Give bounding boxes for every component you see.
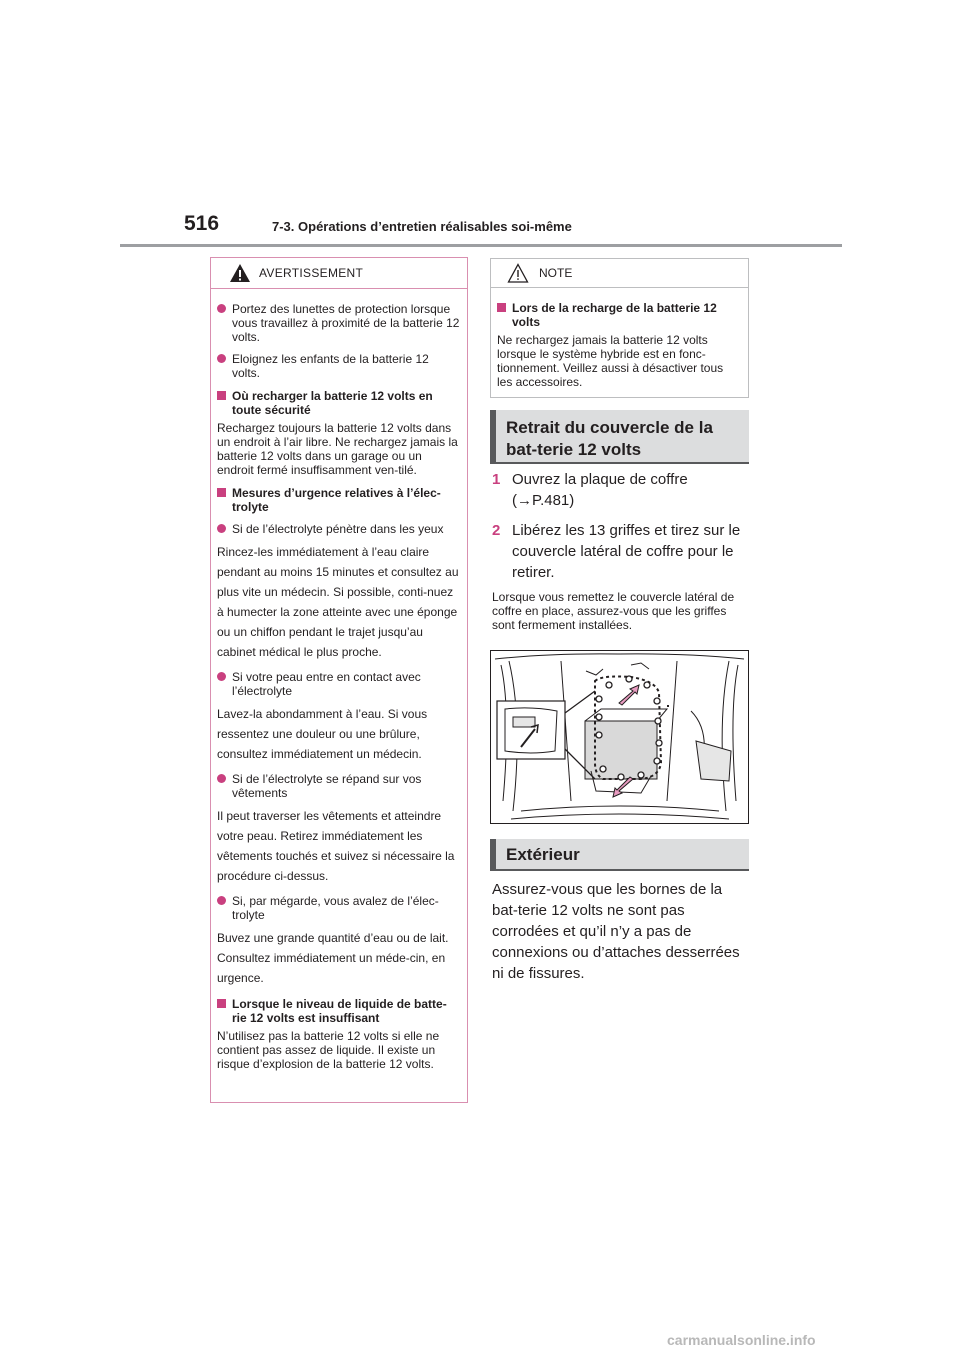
square-bullet-icon <box>217 488 226 497</box>
step-text: Libérez les 13 griffes et tirez sur le couvercle latéral de coffre pour le retirer. <box>512 522 741 581</box>
warning-body <box>211 289 467 1071</box>
paragraph: Rechargez toujours la batterie 12 volts dans un endroit à l’air libre. Ne rechargez jamais la batterie 12 volts dans un garage ou un endroit fermé insuffisamment ven-tilé. <box>217 421 458 477</box>
bullet-text: Eloignez les enfants de la batterie 12 volts. <box>232 352 429 380</box>
bullet-text: Si votre peau entre en contact avec l’électrolyte <box>232 670 421 698</box>
bullet-text: Portez des lunettes de protection lorsque vous travaillez à proximité de la batterie 12 volts. <box>232 302 460 344</box>
note-header <box>491 259 748 288</box>
trunk-illustration-svg <box>491 651 748 823</box>
bullet-dot-icon <box>217 672 226 681</box>
warning-subheading <box>217 389 460 417</box>
trunk-battery-cover-illustration <box>490 650 749 824</box>
warning-header <box>211 258 467 289</box>
warning-box <box>210 257 468 1103</box>
bullet-dot-icon <box>217 896 226 905</box>
page-number: 516 <box>184 212 220 235</box>
step-number: 1 <box>492 471 501 488</box>
warning-bullet <box>217 522 460 536</box>
bullet-dot-icon <box>217 774 226 783</box>
section-heading-battery-cover <box>490 410 749 464</box>
paragraph: Lavez-la abondamment à l’eau. Si vous ressentez une douleur ou une brûlure, consultez immédiatement un médecin. <box>217 707 428 761</box>
watermark: carmanualsonline.info <box>667 1332 816 1348</box>
section-heading-exterior <box>490 839 749 871</box>
paragraph: Ne rechargez jamais la batterie 12 volts lorsque le système hybride est en fonc-tionnement. Veillez aussi à désactiver tous les accessoires. <box>497 333 724 389</box>
square-bullet-icon <box>217 391 226 400</box>
exterior-paragraph: Assurez-vous que les bornes de la bat-terie 12 volts ne sont pas corrodées et qu’il n’y a pas de connexions ou d’attaches desserrées ni de fissures. <box>492 881 740 982</box>
paragraph: N’utilisez pas la batterie 12 volts si elle ne contient pas assez de liquide. Il existe un risque d’explosion de la batterie 12 volts. <box>217 1029 440 1071</box>
caution-triangle-icon <box>507 263 529 283</box>
warning-subheading <box>217 486 460 514</box>
step-1 <box>492 469 742 511</box>
warning-bullet <box>217 772 460 800</box>
note-subheading <box>497 301 741 329</box>
subheading-text: Mesures d’urgence relatives à l’élec-trolyte <box>232 486 441 514</box>
warning-title: AVERTISSEMENT <box>259 266 364 280</box>
warning-bullet <box>217 894 460 922</box>
warning-bullet <box>217 352 460 380</box>
heading-text: Retrait du couvercle de la bat-terie 12 volts <box>506 418 713 459</box>
paragraph: Rincez-les immédiatement à l’eau claire pendant au moins 15 minutes et consultez au plus vite un médecin. Si possible, conti-nuez à humecter la zone atteinte avec une éponge ou un chiffon pendant le trajet jusqu’au cabinet médical le plus proche. <box>217 545 459 659</box>
step-note: Lorsque vous remettez le couvercle latéral de coffre en place, assurez-vous que les griffes sont fermement installées. <box>492 590 735 632</box>
subheading-text: Lorsque le niveau de liquide de batte-rie 12 volts est insuffisant <box>232 997 447 1025</box>
subheading-text: Où recharger la batterie 12 volts en toute sécurité <box>232 389 433 417</box>
step-number: 2 <box>492 522 501 539</box>
note-body <box>491 288 748 389</box>
note-title: NOTE <box>539 266 573 280</box>
warning-subheading <box>217 997 460 1025</box>
paragraph: Buvez une grande quantité d’eau ou de lait. Consultez immédiatement un méde-cin, en urgence. <box>217 931 449 985</box>
square-bullet-icon <box>497 303 506 312</box>
section-title: 7-3. Opérations d’entretien réalisables soi-même <box>272 219 572 234</box>
header-rule <box>120 244 842 247</box>
bullet-text: Si, par mégarde, vous avalez de l’élec-trolyte <box>232 894 439 922</box>
paragraph: Il peut traverser les vêtements et atteindre votre peau. Retirez immédiatement les vêtements touchés et suivez si nécessaire la procédure ci-dessus. <box>217 809 455 883</box>
warning-bullet <box>217 302 460 344</box>
bullet-dot-icon <box>217 304 226 313</box>
step-2 <box>492 520 742 583</box>
bullet-dot-icon <box>217 524 226 533</box>
step-text: Ouvrez la plaque de coffre (→P.481) <box>512 471 688 509</box>
bullet-dot-icon <box>217 354 226 363</box>
warning-bullet <box>217 670 460 698</box>
note-box <box>490 258 749 398</box>
bullet-text: Si de l’électrolyte se répand sur vos vêtements <box>232 772 422 800</box>
heading-text: Extérieur <box>506 845 580 864</box>
warning-triangle-icon <box>229 263 251 283</box>
subheading-text: Lors de la recharge de la batterie 12 volts <box>512 301 717 329</box>
bullet-text: Si de l’électrolyte pénètre dans les yeux <box>232 522 444 536</box>
square-bullet-icon <box>217 999 226 1008</box>
